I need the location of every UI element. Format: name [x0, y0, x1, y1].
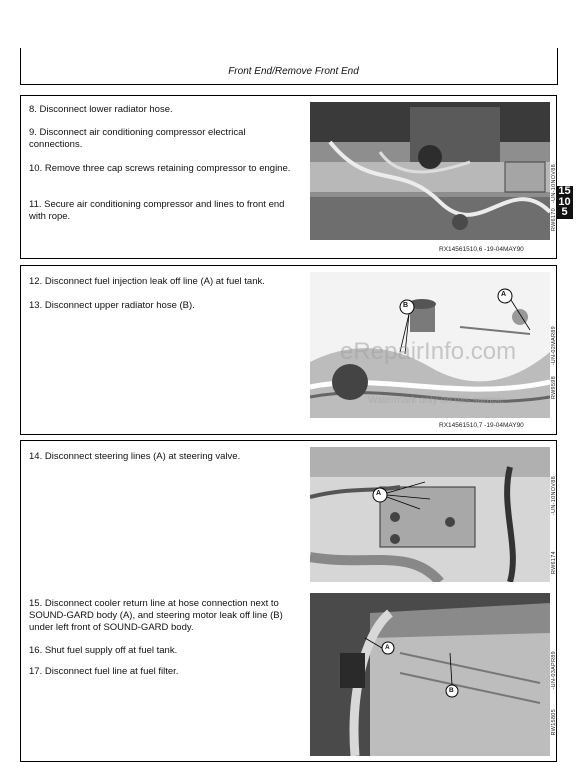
step-16: 16. Shut fuel supply off at fuel tank.	[29, 645, 178, 656]
step-10: 10. Remove three cap screws retaining compressor to engine.	[29, 163, 291, 174]
procedure-block-1	[20, 95, 557, 259]
step-8: 8. Disconnect lower radiator hose.	[29, 104, 173, 115]
procedure-block-3	[20, 440, 557, 762]
photo-code-1b: RW6170	[551, 208, 557, 232]
step-12: 12. Disconnect fuel injection leak off line (A) at fuel tank.	[29, 276, 265, 287]
photo-steering-valve	[310, 447, 550, 582]
photo-compressor	[310, 102, 550, 240]
callout-a-steering: A	[376, 490, 382, 497]
step-15: 15. Disconnect cooler return line at hose connection next to SOUND-GARD body (A), and steering motor leak off line (B) under left front of SOUND-GARD body.	[29, 598, 283, 633]
step-17: 17. Disconnect fuel line at fuel filter.	[29, 666, 179, 677]
photo-code-2a: -UN-02MAR89	[551, 326, 557, 366]
photo-code-3b: RW6174	[551, 551, 557, 575]
photo-code-3d: RW15805	[551, 709, 557, 736]
tab-line-1: 15	[558, 185, 571, 197]
callout-a: A	[501, 291, 507, 298]
callout-b: B	[403, 302, 409, 309]
step-11: 11. Secure air conditioning compressor and lines to front end with rope.	[29, 199, 285, 222]
step-14: 14. Disconnect steering lines (A) at steering valve.	[29, 451, 241, 462]
photo-code-3a: -UN-10NOV88	[551, 476, 557, 516]
watermark-site: eRepairInfo.com	[340, 338, 517, 365]
tab-line-2: 10	[558, 195, 571, 208]
callout-a-sound-gard: A	[385, 644, 390, 651]
photo-code-3c: -UN-03APR89	[551, 651, 557, 690]
section-tab	[556, 186, 573, 219]
reference-code-2: RX14561510,7 -19-04MAY90	[439, 422, 524, 429]
reference-code-1: RX14561510,6 -19-04MAY90	[439, 246, 524, 253]
watermark-note: Watermark only on this sample	[368, 395, 505, 406]
photo-code-1a: -UN-10NOV88	[551, 164, 557, 204]
step-9: 9. Disconnect air conditioning compressor electrical connections.	[29, 127, 246, 150]
callout-b-leak-off: B	[449, 687, 454, 694]
step-13: 13. Disconnect upper radiator hose (B).	[29, 300, 195, 311]
tab-line-3: 5	[561, 206, 568, 218]
page-title: Front End/Remove Front End	[228, 66, 359, 77]
photo-sound-gard	[310, 593, 550, 756]
photo-code-2b: RW9598	[551, 376, 557, 400]
